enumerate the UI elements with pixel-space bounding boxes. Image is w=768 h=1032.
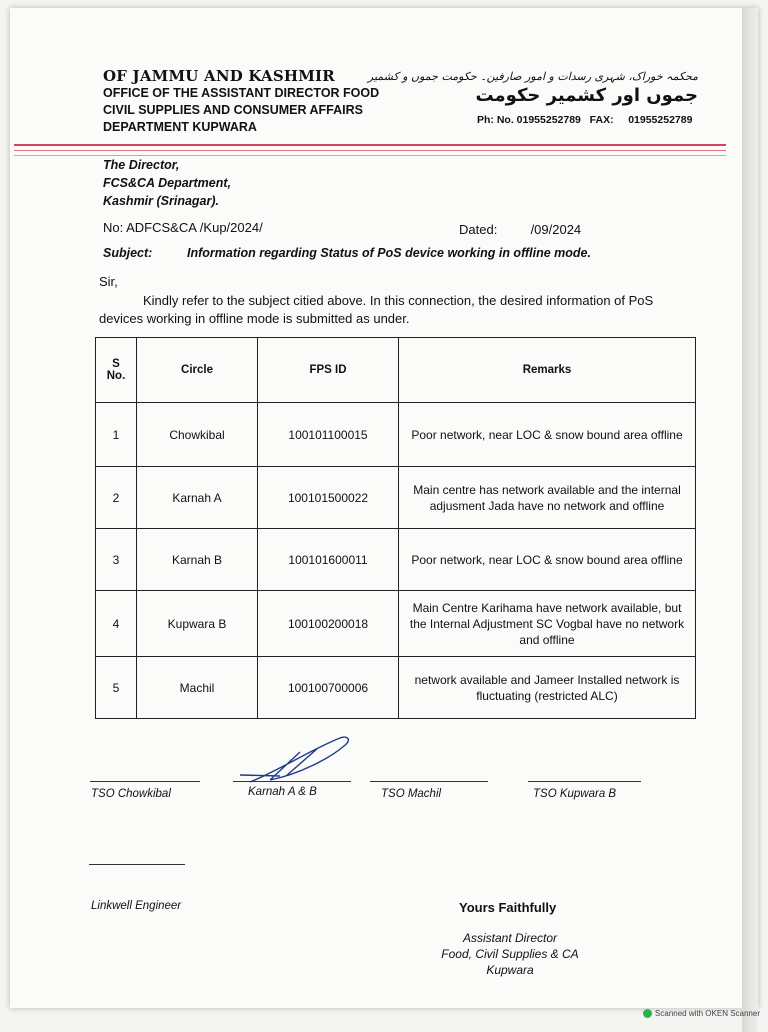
cell-fps-id: 100100700006 <box>258 657 399 719</box>
contact-line <box>477 114 692 126</box>
table-row <box>96 657 696 719</box>
table-row <box>96 467 696 529</box>
designation-line: Assistant Director <box>462 931 558 945</box>
cell-circle: Chowkibal <box>137 403 258 467</box>
header-line-2: OFFICE OF THE ASSISTANT DIRECTOR FOOD <box>103 86 380 100</box>
signatory-tso-machil: TSO Machil <box>381 788 442 800</box>
page-edge-shadow <box>742 8 758 1032</box>
signature-line <box>528 781 641 782</box>
scanner-watermark <box>643 1009 760 1018</box>
subject-label: Subject: <box>103 246 153 260</box>
cell-sno: 2 <box>96 467 137 529</box>
phone-number: Ph: No. 01955252789 <box>477 114 581 126</box>
cell-circle: Karnah B <box>137 529 258 591</box>
table-row <box>96 591 696 657</box>
addressee-line: Kashmir (Srinagar). <box>103 194 220 208</box>
designation-line: Food, Civil Supplies & CA <box>441 947 579 961</box>
date-line <box>459 222 581 237</box>
designation-block <box>440 930 580 978</box>
addressee-line: FCS&CA Department, <box>103 176 232 190</box>
urdu-line-2: جموں اور کشمیر حکومت <box>475 85 698 106</box>
signatory-linkwell-engineer: Linkwell Engineer <box>91 900 182 912</box>
column-header-remarks: Remarks <box>399 338 696 403</box>
signatory-tso-kupwara: TSO Kupwara B <box>533 788 617 800</box>
salutation: Sir, <box>99 274 118 289</box>
signature-line <box>233 781 351 782</box>
column-header-circle: Circle <box>137 338 258 403</box>
table-row <box>96 529 696 591</box>
header-line-1: OF JAMMU AND KASHMIR <box>103 67 335 85</box>
dated-label: Dated: <box>459 222 498 237</box>
subject-line <box>103 246 591 260</box>
table-row <box>96 403 696 467</box>
column-header-sno: S No. <box>96 338 137 403</box>
subject-text: Information regarding Status of PoS device working in offline mode. <box>187 246 591 260</box>
body-paragraph: Kindly refer to the subject citied above. In this connection, the desired information of PoS devices working in offline mode is submitted as under. <box>99 293 654 326</box>
designation-line: Kupwara <box>486 963 534 977</box>
pos-status-table <box>95 337 696 719</box>
cell-sno: 5 <box>96 657 137 719</box>
scanner-logo-icon <box>643 1009 652 1018</box>
cell-sno: 4 <box>96 591 137 657</box>
cell-circle: Karnah A <box>137 467 258 529</box>
header-rule <box>14 144 726 146</box>
column-header-fps-id: FPS ID <box>258 338 399 403</box>
cell-remarks: Poor network, near LOC & snow bound area offline <box>399 529 696 591</box>
scanner-text: Scanned with OKEN Scanner <box>655 1009 760 1018</box>
signatory-tso-chowkibal: TSO Chowkibal <box>91 788 171 800</box>
header-line-4: DEPARTMENT KUPWARA <box>103 120 257 134</box>
addressee-block <box>103 156 231 210</box>
cell-fps-id: 100101500022 <box>258 467 399 529</box>
signature-line <box>370 781 488 782</box>
reference-number: No: ADFCS&CA /Kup/2024/ <box>103 220 263 235</box>
signatory-tso-karnah: Karnah A & B <box>248 786 317 798</box>
cell-remarks: Main Centre Karihama have network available, but the Internal Adjustment SC Vogbal have no network and offline <box>399 591 696 657</box>
fax-number: 01955252789 <box>628 114 693 126</box>
fax-label: FAX: <box>589 114 614 126</box>
urdu-header <box>368 70 698 106</box>
urdu-line-1: محکمہ خوراک، شہری رسدات و امور صارفین۔ حکومت جموں و کشمیر <box>367 70 698 83</box>
cell-sno: 3 <box>96 529 137 591</box>
cell-fps-id: 100101100015 <box>258 403 399 467</box>
cell-circle: Machil <box>137 657 258 719</box>
dated-value: /09/2024 <box>530 222 582 237</box>
cell-fps-id: 100100200018 <box>258 591 399 657</box>
cell-circle: Kupwara B <box>137 591 258 657</box>
cell-remarks: Poor network, near LOC & snow bound area offline <box>399 403 696 467</box>
header-rule <box>14 150 726 151</box>
addressee-line: The Director, <box>103 158 180 172</box>
signature-line <box>90 781 200 782</box>
office-header <box>103 68 379 136</box>
table-header-row <box>96 338 696 403</box>
cell-fps-id: 100101600011 <box>258 529 399 591</box>
signature-line <box>89 864 185 865</box>
cell-sno: 1 <box>96 403 137 467</box>
cell-remarks: network available and Jameer Installed network is fluctuating (restricted ALC) <box>399 657 696 719</box>
valediction: Yours Faithfully <box>459 900 557 915</box>
header-line-3: CIVIL SUPPLIES AND CONSUMER AFFAIRS <box>103 103 363 117</box>
cell-remarks: Main centre has network available and the internal adjusment Jada have no network and offline <box>399 467 696 529</box>
